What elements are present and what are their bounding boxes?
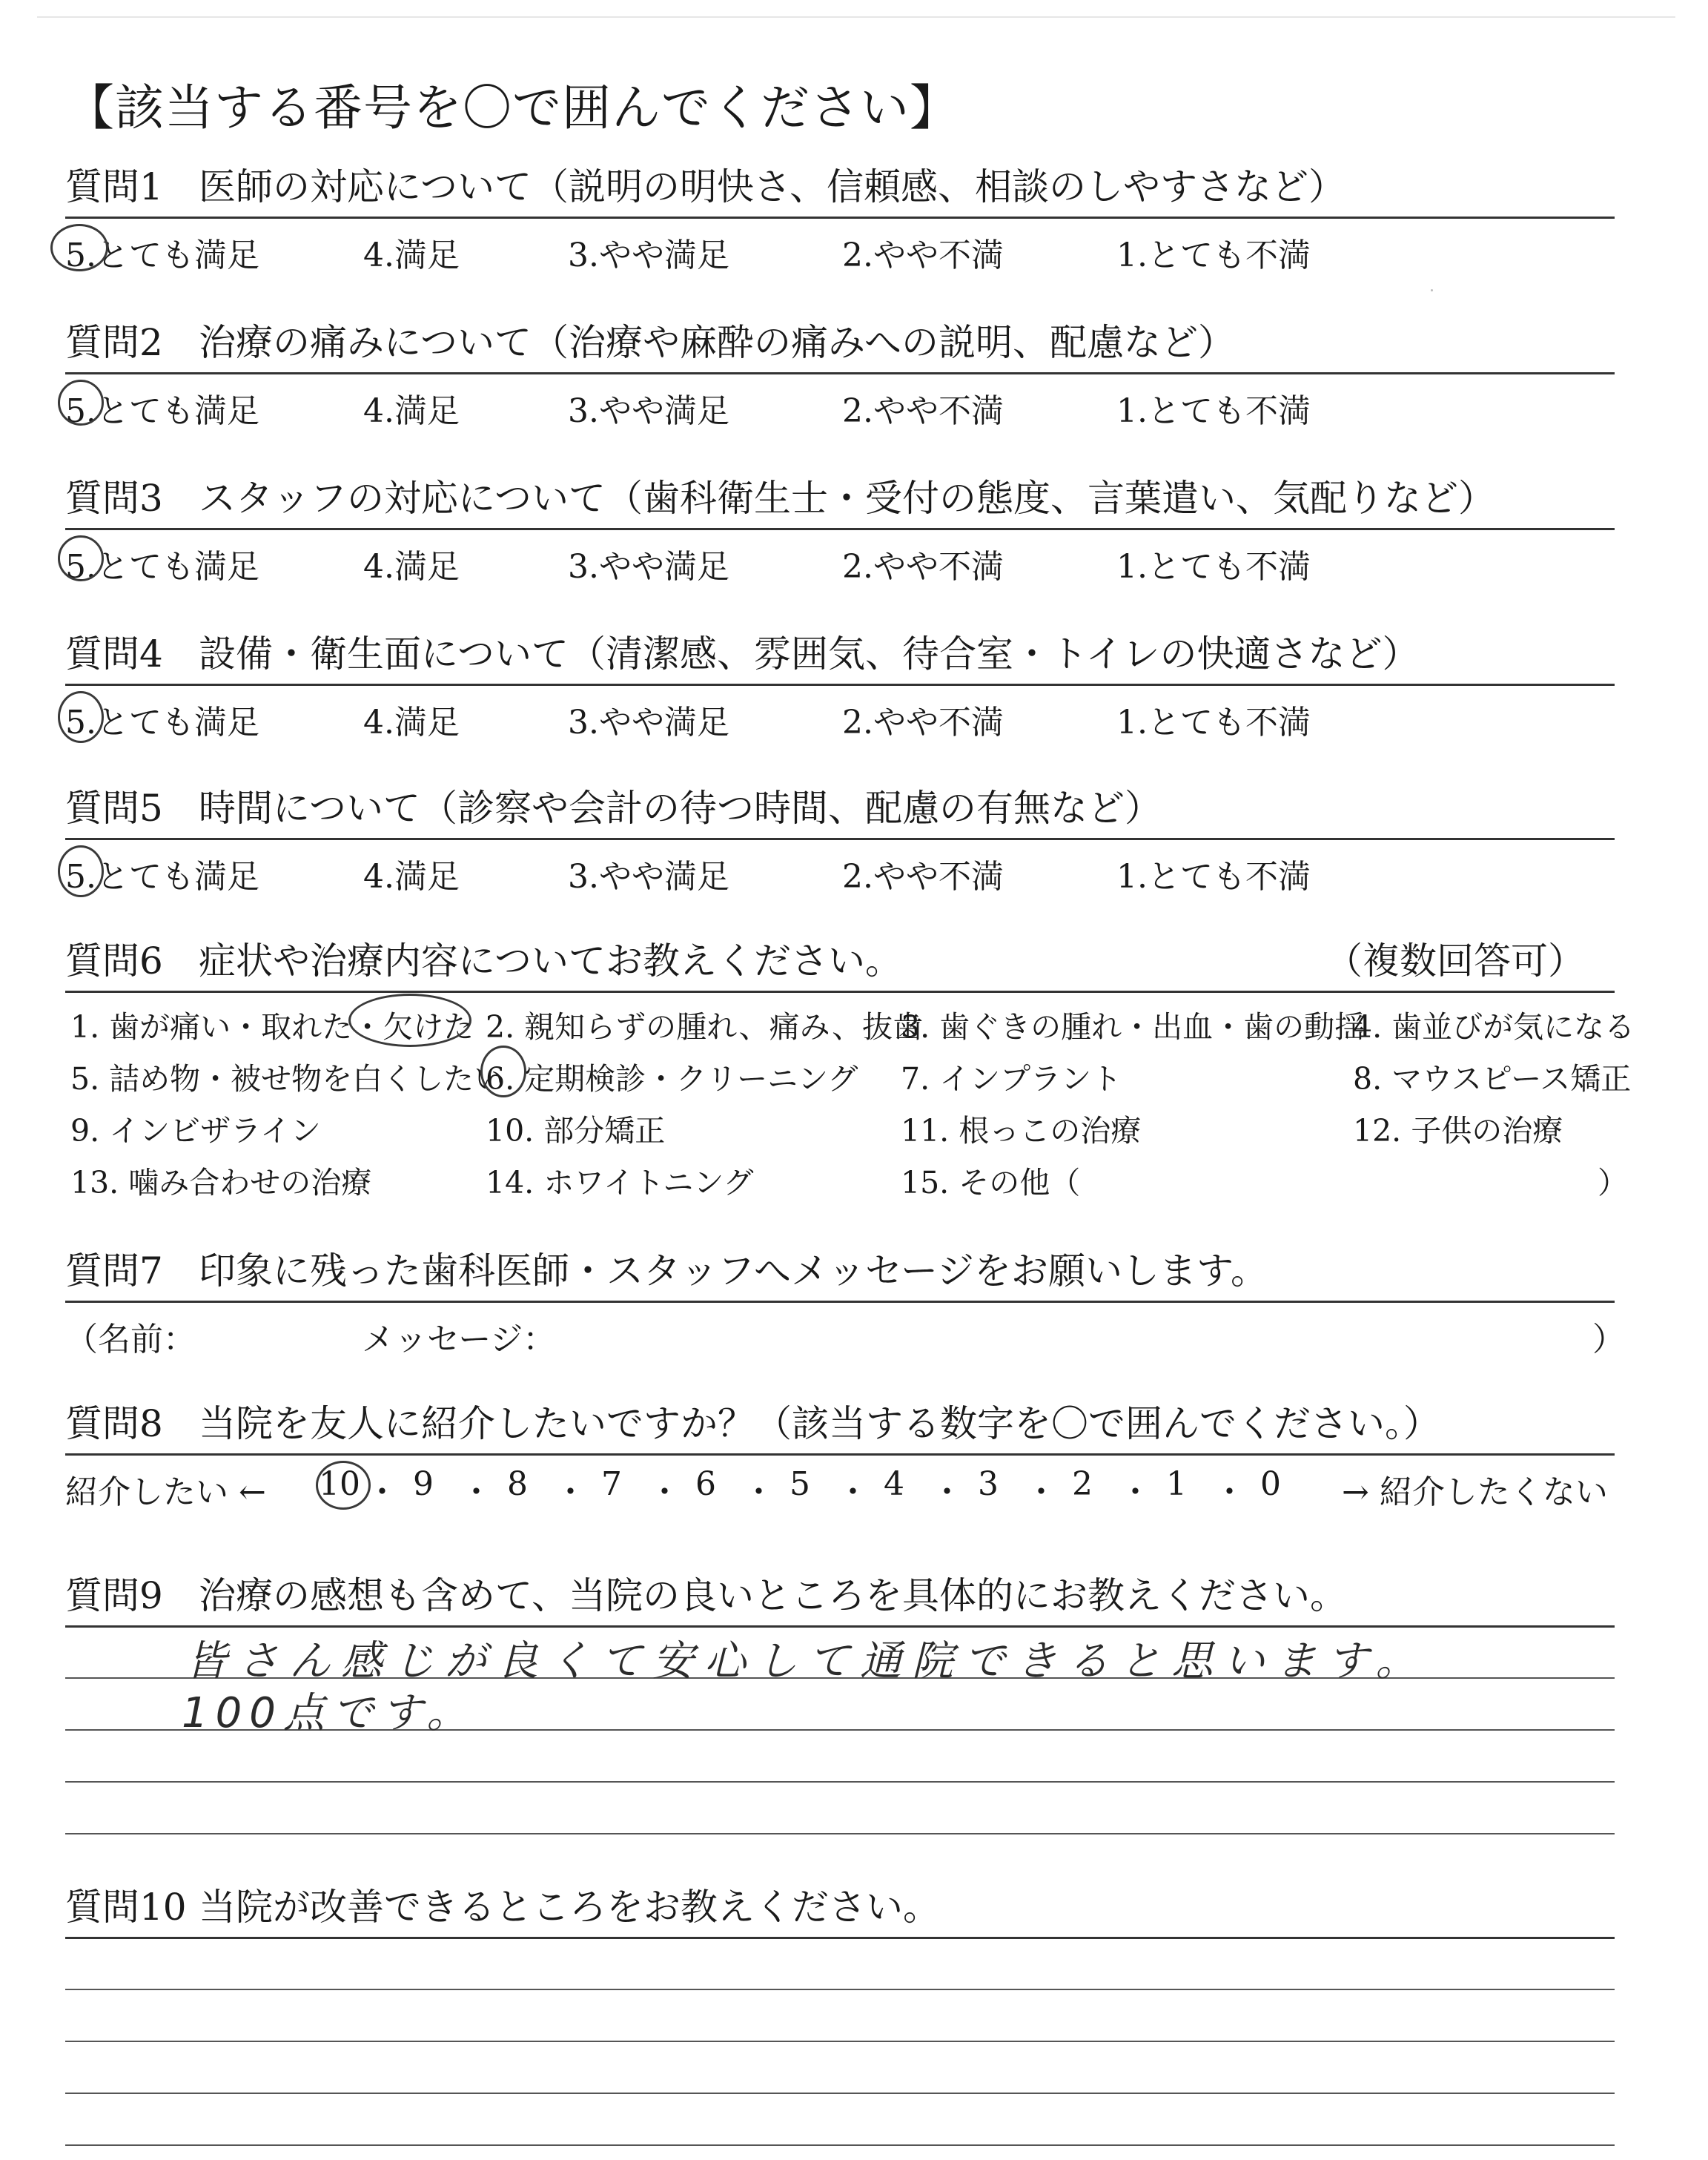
symptom-option-10[interactable]: 10. 部分矯正 bbox=[486, 1113, 666, 1149]
answer-line bbox=[65, 1833, 1615, 1834]
other-close-paren: ） bbox=[1598, 1165, 1628, 1200]
option-4[interactable]: 4.満足 bbox=[363, 704, 460, 742]
question-8 bbox=[65, 1400, 1615, 1452]
divider bbox=[65, 1937, 1615, 1939]
symptom-option-9[interactable]: 9. インビザライン bbox=[70, 1113, 321, 1149]
question-text: 当院を友人に紹介したいですか？（該当する数字を〇で囲んでください。） bbox=[199, 1402, 1440, 1445]
question-text: スタッフの対応について（歯科衛生士・受付の態度、言葉遣い、気配りなど） bbox=[199, 477, 1495, 520]
handwritten-answer-line-1: 皆さん感じが良くて安心して通院できると思います。 bbox=[185, 1637, 1428, 1685]
question-text: 設備・衛生面について（清潔感、雰囲気、待合室・トイレの快適さなど） bbox=[199, 633, 1420, 676]
symptom-option-11[interactable]: 11. 根っこの治療 bbox=[901, 1113, 1142, 1149]
question-9 bbox=[65, 1572, 1615, 1624]
question-5 bbox=[65, 785, 1615, 836]
scale-separator: ・ bbox=[1025, 1473, 1058, 1511]
symptom-option-12[interactable]: 12. 子供の治療 bbox=[1353, 1113, 1563, 1149]
selection-circle bbox=[50, 224, 108, 271]
answer-line bbox=[65, 2093, 1615, 2094]
message-close-paren: ） bbox=[1592, 1321, 1625, 1358]
question-label: 質問6 bbox=[65, 939, 163, 982]
option-3[interactable]: 3.やや満足 bbox=[568, 858, 729, 896]
rating-options-q2 bbox=[65, 384, 1615, 430]
option-5[interactable]: 5.とても満足 bbox=[65, 704, 259, 742]
scale-value-10[interactable]: 10 bbox=[319, 1465, 360, 1503]
option-4[interactable]: 4.満足 bbox=[363, 858, 460, 896]
option-5[interactable]: 5.とても満足 bbox=[65, 237, 259, 274]
rating-options-q5 bbox=[65, 850, 1615, 896]
question-label: 質問8 bbox=[65, 1402, 163, 1445]
option-4[interactable]: 4.満足 bbox=[363, 548, 460, 586]
divider bbox=[65, 528, 1615, 530]
question-text: 治療の感想も含めて、当院の良いところを具体的にお教えください。 bbox=[199, 1574, 1347, 1617]
option-2[interactable]: 2.やや不満 bbox=[842, 237, 1004, 274]
question-text: 症状や治療内容についてお教えください。 bbox=[199, 939, 902, 982]
selection-circle bbox=[58, 535, 104, 581]
option-1[interactable]: 1.とても不満 bbox=[1116, 704, 1311, 742]
symptom-option-13[interactable]: 13. 噛み合わせの治療 bbox=[70, 1165, 372, 1200]
question-label: 質問7 bbox=[65, 1249, 163, 1292]
question-text: 治療の痛みについて（治療や麻酔の痛みへの説明、配慮など） bbox=[199, 321, 1235, 364]
scale-separator: ・ bbox=[1213, 1473, 1246, 1511]
scale-value-4[interactable]: 4 bbox=[884, 1465, 904, 1503]
symptom-option-5[interactable]: 5. 詰め物・被せ物を白くしたい bbox=[70, 1061, 505, 1097]
question-6 bbox=[65, 937, 1615, 989]
option-5[interactable]: 5.とても満足 bbox=[65, 392, 259, 430]
question-text: 医師の対応について（説明の明快さ、信頼感、相談のしやすさなど） bbox=[199, 165, 1345, 208]
scale-separator: ・ bbox=[460, 1473, 493, 1511]
question-label: 質問5 bbox=[65, 787, 163, 830]
symptom-option-3[interactable]: 3. 歯ぐきの腫れ・出血・歯の動揺 bbox=[901, 1009, 1366, 1045]
option-2[interactable]: 2.やや不満 bbox=[842, 548, 1004, 586]
recommend-scale bbox=[65, 1465, 1615, 1510]
question-label: 質問1 bbox=[65, 165, 163, 208]
scale-separator: ・ bbox=[648, 1473, 681, 1511]
divider bbox=[65, 217, 1615, 219]
scale-value-9[interactable]: 9 bbox=[413, 1465, 434, 1503]
scale-right-label: → 紹介したくない bbox=[1342, 1473, 1608, 1511]
divider bbox=[65, 1453, 1615, 1456]
divider bbox=[65, 372, 1615, 374]
scale-separator: ・ bbox=[365, 1473, 399, 1511]
option-5[interactable]: 5.とても満足 bbox=[65, 548, 259, 586]
symptom-option-2[interactable]: 2. 親知らずの腫れ、痛み、抜歯 bbox=[486, 1009, 924, 1045]
option-3[interactable]: 3.やや満足 bbox=[568, 704, 729, 742]
divider bbox=[65, 991, 1615, 993]
question-7 bbox=[65, 1247, 1615, 1299]
question-label: 質問2 bbox=[65, 321, 163, 364]
answer-line bbox=[65, 1989, 1615, 1990]
scan-speck bbox=[1431, 289, 1433, 291]
question-text: 当院が改善できるところをお教えください。 bbox=[199, 1886, 940, 1929]
scale-value-7[interactable]: 7 bbox=[601, 1465, 622, 1503]
selection-circle bbox=[58, 380, 104, 426]
option-2[interactable]: 2.やや不満 bbox=[842, 858, 1004, 896]
message-label: メッセージ： bbox=[362, 1321, 556, 1358]
rating-options-q3 bbox=[65, 540, 1615, 586]
scale-value-3[interactable]: 3 bbox=[978, 1465, 999, 1503]
divider bbox=[65, 1301, 1615, 1303]
question-10 bbox=[65, 1883, 1615, 1935]
symptom-option-8[interactable]: 8. マウスピース矯正 bbox=[1353, 1061, 1632, 1097]
symptom-options bbox=[70, 1003, 1635, 1225]
name-label: （名前： bbox=[65, 1321, 196, 1358]
symptom-option-4[interactable]: 4. 歯並びが気になる bbox=[1353, 1009, 1635, 1045]
scale-left-label: 紹介したい ← bbox=[65, 1473, 266, 1511]
scale-value-0[interactable]: 0 bbox=[1260, 1465, 1281, 1503]
divider bbox=[65, 684, 1615, 686]
option-3[interactable]: 3.やや満足 bbox=[568, 392, 729, 430]
multiple-answers-note: （複数回答可） bbox=[1325, 939, 1585, 982]
scale-separator: ・ bbox=[930, 1473, 964, 1511]
selection-circle-6 bbox=[480, 1046, 526, 1097]
scale-value-1[interactable]: 1 bbox=[1166, 1465, 1187, 1503]
question-text: 時間について（診察や会計の待つ時間、配慮の有無など） bbox=[199, 787, 1162, 830]
symptom-option-15[interactable]: 15. その他（ bbox=[901, 1165, 1081, 1200]
scale-separator: ・ bbox=[554, 1473, 587, 1511]
scale-separator: ・ bbox=[1119, 1473, 1152, 1511]
question-1 bbox=[65, 163, 1615, 215]
question-label: 質問10 bbox=[65, 1886, 187, 1929]
scale-value-8[interactable]: 8 bbox=[507, 1465, 528, 1503]
rating-options-q4 bbox=[65, 696, 1615, 742]
option-2[interactable]: 2.やや不満 bbox=[842, 704, 1004, 742]
option-1[interactable]: 1.とても不満 bbox=[1116, 237, 1311, 274]
symptom-option-14[interactable]: 14. ホワイトニング bbox=[486, 1165, 754, 1200]
selection-circle-kaketa bbox=[348, 994, 471, 1047]
option-1[interactable]: 1.とても不満 bbox=[1116, 858, 1311, 896]
option-5[interactable]: 5.とても満足 bbox=[65, 858, 259, 896]
option-4[interactable]: 4.満足 bbox=[363, 392, 460, 430]
selection-circle bbox=[58, 845, 104, 897]
message-row bbox=[65, 1312, 1625, 1358]
option-4[interactable]: 4.満足 bbox=[363, 237, 460, 274]
question-3 bbox=[65, 475, 1615, 526]
question-label: 質問3 bbox=[65, 477, 163, 520]
symptom-option-7[interactable]: 7. インプラント bbox=[901, 1061, 1122, 1097]
question-label: 質問4 bbox=[65, 633, 163, 676]
symptom-option-6[interactable]: 6. 定期検診・クリーニング bbox=[486, 1061, 858, 1097]
page-title: 【該当する番号を〇で囲んでください】 bbox=[65, 79, 959, 136]
scale-value-6[interactable]: 6 bbox=[695, 1465, 716, 1503]
rating-options-q1 bbox=[65, 228, 1615, 274]
question-label: 質問9 bbox=[65, 1574, 163, 1617]
option-3[interactable]: 3.やや満足 bbox=[568, 237, 729, 274]
option-2[interactable]: 2.やや不満 bbox=[842, 392, 1004, 430]
answer-line bbox=[65, 2041, 1615, 2042]
option-3[interactable]: 3.やや満足 bbox=[568, 548, 729, 586]
scale-value-5[interactable]: 5 bbox=[790, 1465, 810, 1503]
scale-value-2[interactable]: 2 bbox=[1072, 1465, 1093, 1503]
symptom-option-1[interactable]: 1. 歯が痛い・取れた・欠けた bbox=[70, 1009, 474, 1045]
option-1[interactable]: 1.とても不満 bbox=[1116, 548, 1311, 586]
answer-line bbox=[65, 1781, 1615, 1783]
divider bbox=[65, 838, 1615, 840]
top-border bbox=[37, 16, 1675, 18]
scale-separator: ・ bbox=[742, 1473, 775, 1511]
answer-line bbox=[65, 2144, 1615, 2146]
scale-separator: ・ bbox=[836, 1473, 870, 1511]
divider bbox=[65, 1625, 1615, 1628]
question-2 bbox=[65, 319, 1615, 371]
question-text: 印象に残った歯科医師・スタッフへメッセージをお願いします。 bbox=[199, 1249, 1268, 1292]
option-1[interactable]: 1.とても不満 bbox=[1116, 392, 1311, 430]
handwritten-answer-line-2: 100点です。 bbox=[182, 1689, 476, 1737]
selection-circle bbox=[58, 691, 104, 743]
question-4 bbox=[65, 630, 1615, 682]
